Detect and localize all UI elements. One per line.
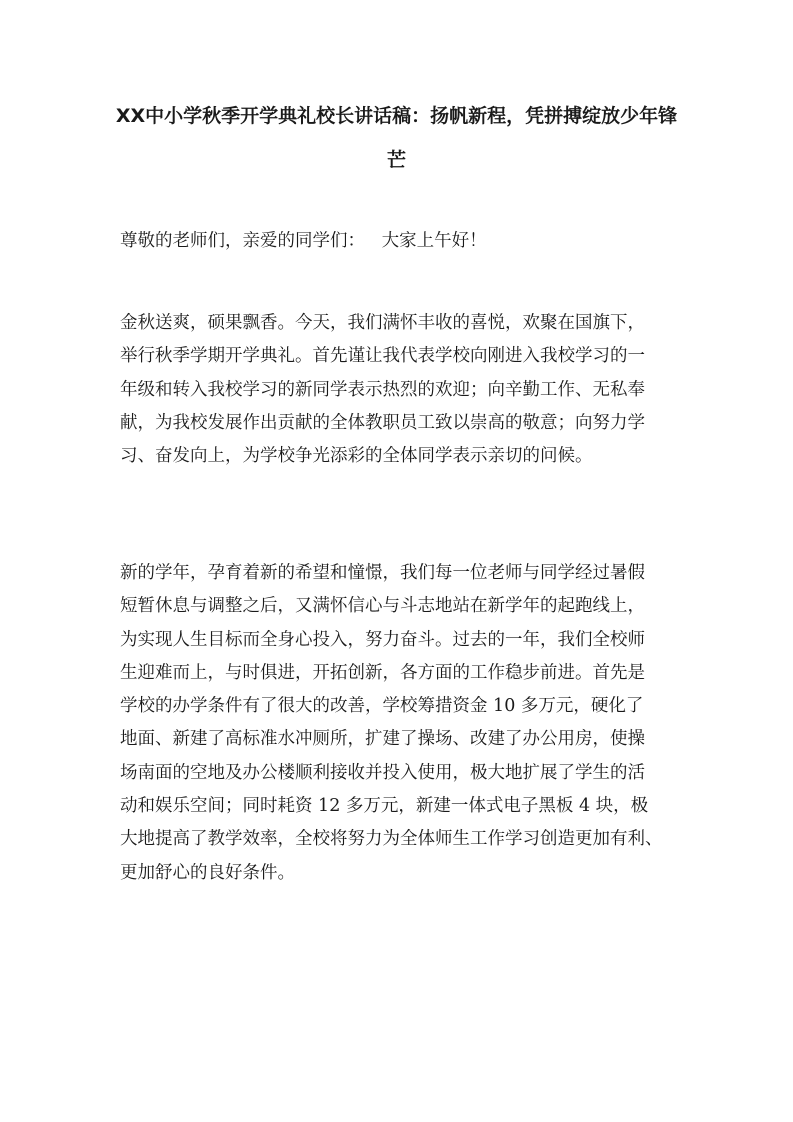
paragraph-2-line: 生迎难而上，与时俱进，开拓创新，各方面的工作稳步前进。首先是 <box>120 662 645 683</box>
document-title-line-2: 芒 <box>386 149 406 171</box>
paragraph-1-line: 举行秋季学期开学典礼。首先谨让我代表学校向刚进入我校学习的一 <box>120 346 645 367</box>
paragraph-2-line: 场南面的空地及办公楼顺利接收并投入使用，极大地扩展了学生的活 <box>120 762 645 783</box>
paragraph-1-line: 金秋送爽，硕果飘香。今天，我们满怀丰收的喜悦，欢聚在国旗下， <box>120 313 645 333</box>
paragraph-2-line: 为实现人生目标而全身心投入，努力奋斗。过去的一年，我们全校师 <box>120 629 645 650</box>
paragraph-2-line: 动和娱乐空间；同时耗资 12 多万元，新建一体式电子黑板 4 块，极 <box>120 796 649 817</box>
paragraph-2-line: 学校的办学条件有了很大的改善，学校筹措资金 10 多万元，硬化了 <box>120 696 644 717</box>
greeting: 尊敬的老师们，亲爱的同学们： 大家上午好！ <box>120 231 487 251</box>
paragraph-1-line: 习、奋发向上，为学校争光添彩的全体同学表示亲切的问候。 <box>120 446 593 467</box>
paragraph-2-line: 更加舒心的良好条件。 <box>120 862 295 883</box>
paragraph-2-line: 新的学年，孕育着新的希望和憧憬，我们每一位老师与同学经过暑假 <box>120 563 645 583</box>
paragraph-2-line: 短暂休息与调整之后，又满怀信心与斗志地站在新学年的起跑线上， <box>120 596 645 617</box>
document-title-line-1: XX中小学秋季开学典礼校长讲话稿：扬帆新程，凭拼搏绽放少年锋 <box>115 105 678 127</box>
paragraph-1-line: 献，为我校发展作出贡献的全体教职员工致以崇高的敬意；向努力学 <box>120 412 645 433</box>
paragraph-2-line: 地面、新建了高标准水冲厕所，扩建了操场、改建了办公用房，使操 <box>120 729 645 750</box>
paragraph-1 <box>120 307 680 473</box>
paragraph-2-line: 大地提高了教学效率，全校将努力为全体师生工作学习创造更加有利、 <box>120 829 663 850</box>
paragraph-1-line: 年级和转入我校学习的新同学表示热烈的欢迎；向辛勤工作、无私奉 <box>120 379 645 400</box>
paragraph-2 <box>120 557 680 890</box>
